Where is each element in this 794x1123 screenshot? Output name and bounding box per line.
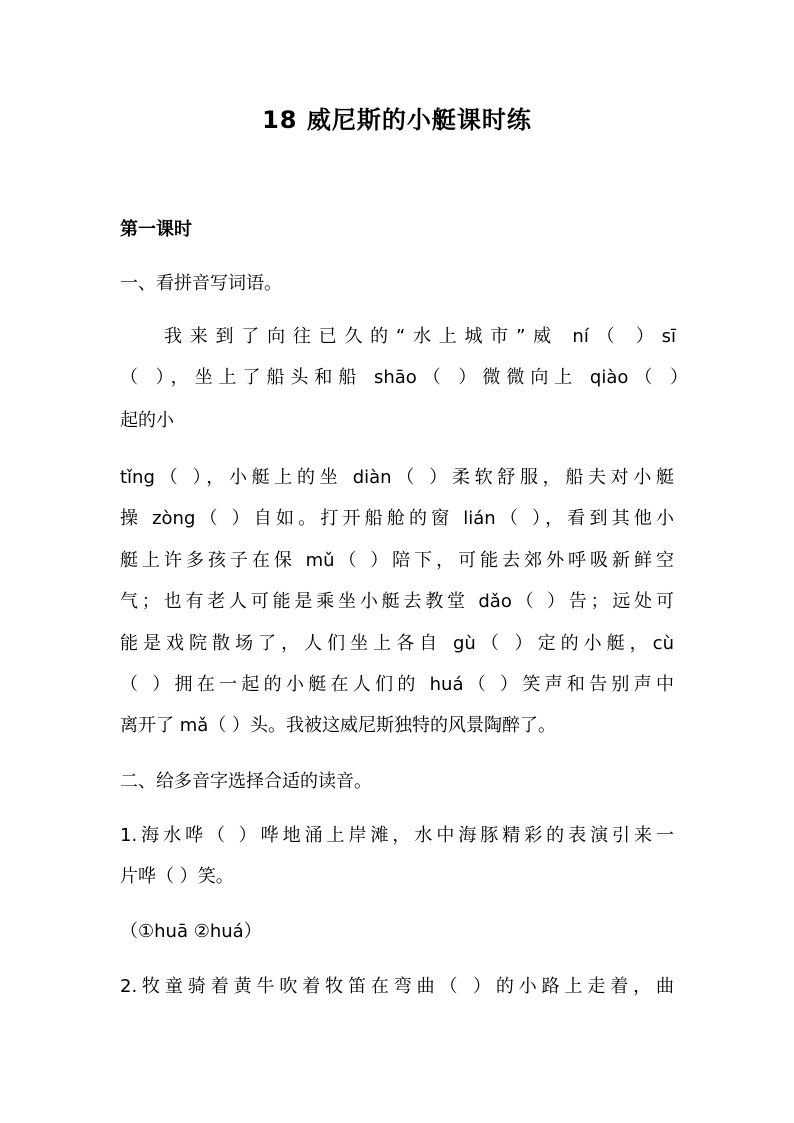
paragraph-line: （ ），坐上了船头和船 shāo（ ）微微向上 qiào（ ） — [120, 367, 688, 388]
part2-heading: 二、给多音字选择合适的读音。 — [120, 771, 372, 792]
paragraph-line: 能是戏院散场了，人们坐上各自 gù（ ）定的小艇，cù — [120, 633, 674, 654]
paragraph-line: 艇上许多孩子在保 mǔ（ ）陪下，可能去郊外呼吸新鲜空 — [120, 550, 674, 571]
paragraph-line: 起的小 — [120, 410, 174, 431]
paragraph-line: 我来到了向往已久的“水上城市”威 ní（ ）sī — [164, 326, 676, 347]
part1-heading: 一、看拼音写词语。 — [120, 273, 282, 294]
section-heading: 第一课时 — [120, 219, 192, 240]
question-2-line: 2.牧童骑着黄牛吹着牧笛在弯曲（ ）的小路上走着，曲 — [120, 976, 674, 997]
question-1-line: 1.海水哗（ ）哗地涌上岸滩，水中海豚精彩的表演引来一 — [120, 825, 674, 846]
paragraph-line: tǐng（ ），小艇上的坐 diàn（ ）柔软舒服，船夫对小艇 — [120, 467, 674, 488]
question-1-options: （①huā ②huá） — [120, 921, 262, 942]
paragraph-line: 离开了 mǎ（ ）头。我被这威尼斯独特的风景陶醉了。 — [120, 715, 557, 736]
paragraph-line: （ ）拥在一起的小艇在人们的 huá（ ）笑声和告别声中 — [120, 674, 674, 695]
paragraph-line: 操 zòng（ ）自如。打开船舱的窗 lián（ ），看到其他小 — [120, 508, 674, 529]
paragraph-line: 气；也有老人可能是乘坐小艇去教堂 dǎo（ ）告；远处可 — [120, 591, 674, 612]
page-title: 18 威尼斯的小艇课时练 — [262, 106, 532, 134]
question-1-line: 片哗（ ）笑。 — [120, 866, 234, 887]
